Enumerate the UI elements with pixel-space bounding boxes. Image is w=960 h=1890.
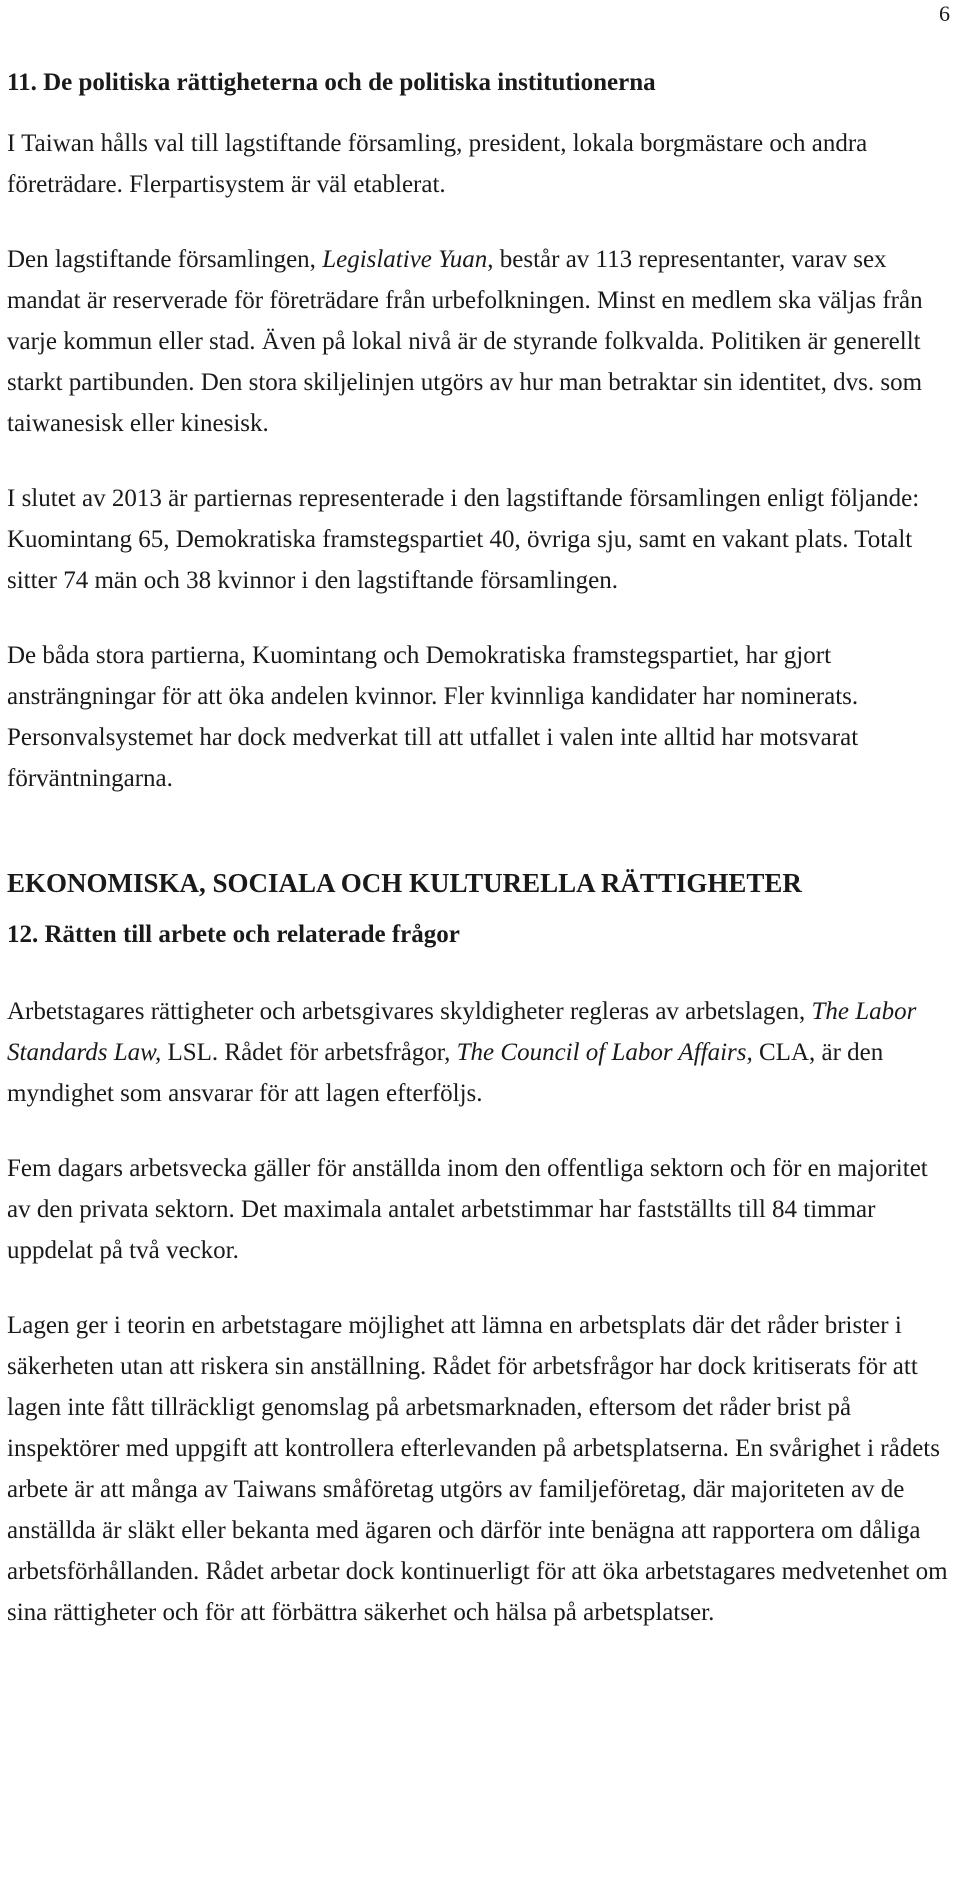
section-11-paragraph-4: De båda stora partierna, Kuomintang och Demokratiska framstegspartiet, har gjort ansträngningar för att öka andelen kvinnor. Fler kvinnliga kandidater har nominerats. Personvalsystemet har dock medverkat till att utfallet i valen inte alltid har motsvarat förväntningarna. <box>7 642 859 792</box>
section-11-heading: 11. De politiska rättigheterna och de politiska institutionerna <box>7 69 656 96</box>
section-11-paragraph-2 <box>7 239 955 444</box>
paragraph-text: , består av 113 representanter, varav sex mandat är reserverade för företrädare från urbefolkningen. Minst en medlem ska väljas från varje kommun eller stad. Även på lokal nivå är de styrande folkvalda. Politiken är generellt starkt partibunden. Den stora skiljelinjen utgörs av hur man betraktar sin identitet, dvs. som taiwanesisk eller kinesisk. <box>7 246 923 437</box>
section-12-paragraph-3: Lagen ger i teorin en arbetstagare möjlighet att lämna en arbetsplats där det råder brister i säkerheten utan att riskera sin anställning. Rådet för arbetsfrågor har dock kritiserats för att lagen inte fått tillräckligt genomslag på arbetsmarknaden, eftersom det råder brist på inspektörer med uppgift att kontrollera efterlevanden på arbetsplatserna. En svårighet i rådets arbete är att många av Taiwans småföretag utgörs av familjeföretag, där majoriteten av de anställda är släkt eller bekanta med ägaren och därför inte benägna att rapportera om dåliga arbetsförhållanden. Rådet arbetar dock kontinuerligt för att öka arbetstagares medvetenhet om sina rättigheter och för att förbättra säkerhet och hälsa på arbetsplatser. <box>7 1312 948 1626</box>
paragraph-text: CLA, är den myndighet som ansvarar för att lagen efterföljs. <box>7 1039 884 1107</box>
legislative-yuan-term: Legislative Yuan <box>322 246 488 273</box>
section-11-paragraph-1: I Taiwan hålls val till lagstiftande församling, president, lokala borgmästare och andra företrädare. Flerpartisystem är väl etablerat. <box>7 130 868 198</box>
section-12-heading: 12. Rätten till arbete och relaterade frågor <box>7 921 460 948</box>
paragraph-text: Arbetstagares rättigheter och arbetsgivares skyldigheter regleras av arbetslagen, <box>7 998 812 1025</box>
paragraph-text: LSL. Rådet för arbetsfrågor, <box>161 1039 457 1066</box>
paragraph-text: Den lagstiftande församlingen, <box>7 246 323 273</box>
council-of-labor-affairs-term: The Council of Labor Affairs, <box>456 1039 753 1066</box>
section-12-paragraph-1 <box>7 991 955 1114</box>
page-content <box>7 62 955 1633</box>
rights-category-heading: EKONOMISKA, SOCIALA OCH KULTURELLA RÄTTIGHETER <box>7 868 802 898</box>
section-11-paragraph-3: I slutet av 2013 är partiernas representerade i den lagstiftande församlingen enligt följande: Kuomintang 65, Demokratiska framstegspartiet 40, övriga sju, samt en vakant plats. Totalt sitter 74 män och 38 kvinnor i den lagstiftande församlingen. <box>7 485 920 594</box>
page-number: 6 <box>939 1 950 26</box>
labor-standards-law-term: The Labor Standards Law, <box>7 998 917 1066</box>
section-12-paragraph-2: Fem dagars arbetsvecka gäller för anställda inom den offentliga sektorn och för en majoritet av den privata sektorn. Det maximala antalet arbetstimmar har fastställts till 84 timmar uppdelat på två veckor. <box>7 1155 928 1264</box>
